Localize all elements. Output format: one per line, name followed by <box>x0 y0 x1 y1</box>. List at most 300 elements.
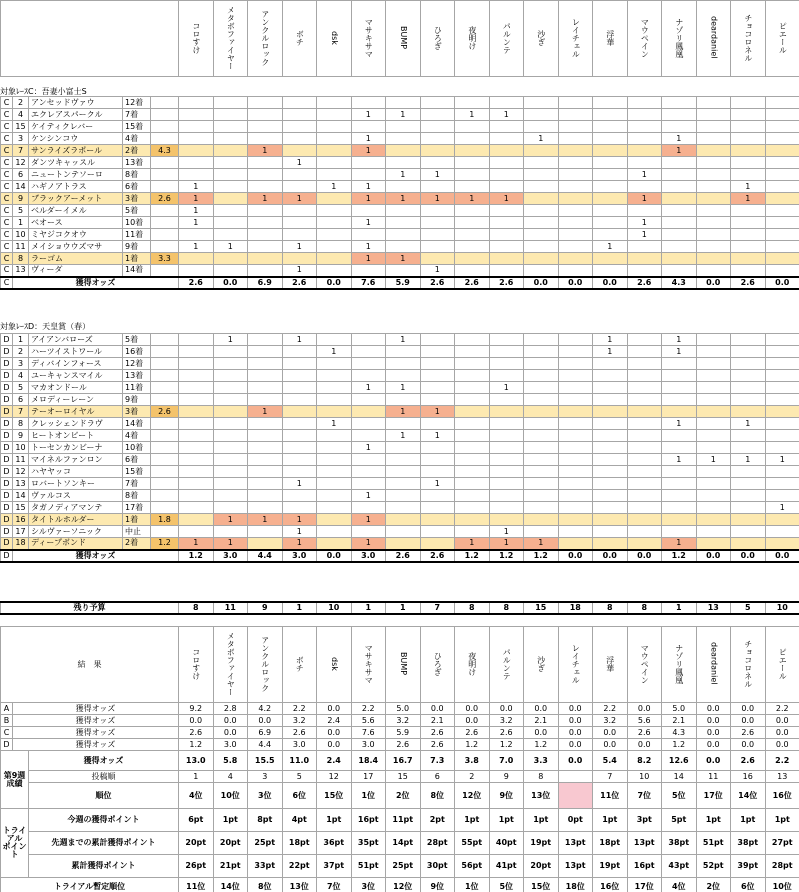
race-group: D <box>1 514 13 526</box>
cum-points-value: 56pt <box>455 855 490 878</box>
pick-cell <box>386 514 421 526</box>
win-odds <box>151 241 179 253</box>
pick-cell <box>489 466 524 478</box>
pick-cell: 1 <box>662 334 697 346</box>
pick-cell <box>696 478 731 490</box>
pick-cell: 1 <box>731 193 766 205</box>
race-group: D <box>1 430 13 442</box>
pick-cell <box>662 193 697 205</box>
finish-result: 13着 <box>123 157 151 169</box>
pick-cell <box>662 466 697 478</box>
pick-cell <box>593 370 628 382</box>
pick-cell <box>179 145 214 157</box>
finish-result: 中止 <box>123 526 151 538</box>
player-header <box>179 1 214 77</box>
pick-cell <box>524 430 559 442</box>
trial-rank-value: 17位 <box>627 878 662 892</box>
player-header <box>593 1 628 77</box>
race-c-table <box>0 96 799 290</box>
player-header <box>386 1 421 77</box>
pick-cell: 1 <box>455 538 490 550</box>
pick-cell <box>420 514 455 526</box>
week-points-value: 6pt <box>179 809 214 832</box>
race-odds-value: 3.2 <box>489 715 524 727</box>
pick-cell <box>696 418 731 430</box>
results-header-label: 結 果 <box>1 627 179 703</box>
rank-value: 2位 <box>386 783 421 809</box>
pick-cell <box>696 181 731 193</box>
week-points-value: 2pt <box>420 809 455 832</box>
pick-cell <box>213 382 248 394</box>
pick-cell <box>386 478 421 490</box>
player-name: 沙ぎ <box>536 655 546 672</box>
pick-cell <box>593 466 628 478</box>
week-points-value: 1pt <box>731 809 766 832</box>
pick-cell <box>489 394 524 406</box>
pick-cell: 1 <box>351 253 386 265</box>
pick-cell <box>696 133 731 145</box>
rank-value: 6位 <box>282 783 317 809</box>
finish-result: 15着 <box>123 121 151 133</box>
horse-name: タイトルホルダー <box>29 514 123 526</box>
pick-cell <box>213 370 248 382</box>
pick-cell <box>317 241 352 253</box>
pick-cell <box>662 370 697 382</box>
player-name: ナゾリ鳳凰 <box>674 643 684 684</box>
pick-cell <box>351 454 386 466</box>
cum-points-value: 25pt <box>386 855 421 878</box>
horse-row <box>1 478 799 490</box>
pick-cell: 1 <box>662 538 697 550</box>
pick-cell <box>696 490 731 502</box>
pick-cell <box>593 229 628 241</box>
horse-row <box>1 514 799 526</box>
pick-cell <box>765 334 799 346</box>
pick-cell <box>662 229 697 241</box>
pick-cell <box>455 241 490 253</box>
remaining-budget-value: 15 <box>524 602 559 614</box>
player-header <box>248 1 283 77</box>
horse-number: 11 <box>13 454 29 466</box>
pick-cell <box>765 382 799 394</box>
race-odds-value: 5.9 <box>386 727 421 739</box>
pick-cell <box>662 514 697 526</box>
horse-row <box>1 145 799 157</box>
horse-name: メロディーレーン <box>29 394 123 406</box>
pick-cell <box>248 241 283 253</box>
win-odds: 1.8 <box>151 514 179 526</box>
pick-cell <box>179 358 214 370</box>
player-name: 浮華 <box>605 655 615 672</box>
pick-cell <box>765 253 799 265</box>
pick-cell <box>282 442 317 454</box>
race-c-title: 対象ﾚｰｽC：吾妻小富士S <box>0 87 87 96</box>
pick-cell <box>524 157 559 169</box>
pick-cell <box>386 133 421 145</box>
trial-rank-value: 2位 <box>696 878 731 892</box>
pick-cell <box>282 217 317 229</box>
win-odds <box>151 109 179 121</box>
pick-cell <box>455 334 490 346</box>
pick-cell <box>696 358 731 370</box>
race-odds-value: 5.6 <box>351 715 386 727</box>
pick-cell <box>731 205 766 217</box>
race-group: D <box>1 454 13 466</box>
cum-points-row <box>1 855 799 878</box>
horse-number: 3 <box>13 133 29 145</box>
pick-cell: 1 <box>696 454 731 466</box>
race-group: D <box>1 502 13 514</box>
player-header <box>351 627 386 703</box>
pick-cell <box>248 370 283 382</box>
race-odds-value: 1.2 <box>524 739 559 751</box>
week-points-label: 今週の獲得ポイント <box>29 809 179 832</box>
pick-cell <box>593 514 628 526</box>
race-odds-value: 7.6 <box>351 727 386 739</box>
rank-value: 16位 <box>765 783 799 809</box>
pick-cell <box>489 133 524 145</box>
pick-cell <box>627 490 662 502</box>
pick-cell <box>386 241 421 253</box>
pick-cell <box>179 382 214 394</box>
horse-name: メイショウウズマサ <box>29 241 123 253</box>
pick-cell: 1 <box>351 241 386 253</box>
race-odds-value: 2.1 <box>662 715 697 727</box>
pick-cell <box>593 406 628 418</box>
odds-total-value: 0.0 <box>558 550 593 562</box>
race-odds-value: 0.0 <box>317 703 352 715</box>
player-header <box>696 627 731 703</box>
pick-cell: 1 <box>317 181 352 193</box>
pick-cell <box>593 253 628 265</box>
pick-cell <box>593 169 628 181</box>
race-odds-value: 2.2 <box>351 703 386 715</box>
pick-cell <box>558 406 593 418</box>
pick-cell <box>696 382 731 394</box>
pick-cell <box>179 418 214 430</box>
pick-cell <box>731 370 766 382</box>
pick-cell <box>386 97 421 109</box>
odds-total-value: 2.6 <box>420 277 455 289</box>
pick-cell <box>696 265 731 277</box>
remaining-budget-value: 8 <box>627 602 662 614</box>
pick-cell: 1 <box>179 205 214 217</box>
player-name: dsk <box>329 30 339 45</box>
race-odds-value: 2.1 <box>420 715 455 727</box>
player-name: コロすけ <box>191 647 201 680</box>
player-name: パルンテ <box>502 647 512 680</box>
horse-row <box>1 97 799 109</box>
pick-cell <box>765 430 799 442</box>
finish-result: 12着 <box>123 358 151 370</box>
player-name: レイチェル <box>571 643 581 684</box>
player-name: BUMP <box>398 651 408 676</box>
pick-cell <box>524 205 559 217</box>
horse-number: 1 <box>13 334 29 346</box>
win-odds <box>151 97 179 109</box>
horse-name: トーセンカンビーナ <box>29 442 123 454</box>
pick-cell <box>386 526 421 538</box>
player-header <box>282 627 317 703</box>
pick-cell <box>524 358 559 370</box>
pick-cell <box>489 181 524 193</box>
pick-cell <box>386 538 421 550</box>
horse-row <box>1 382 799 394</box>
pick-cell <box>420 145 455 157</box>
pick-cell <box>558 370 593 382</box>
race-group: C <box>1 133 13 145</box>
pick-cell <box>386 265 421 277</box>
pick-cell <box>455 253 490 265</box>
pick-cell <box>213 145 248 157</box>
pick-cell <box>524 193 559 205</box>
race-group: D <box>1 442 13 454</box>
pick-cell: 1 <box>282 241 317 253</box>
player-name: ピエール <box>778 21 788 54</box>
pick-cell <box>420 466 455 478</box>
pick-cell: 1 <box>524 133 559 145</box>
pick-cell <box>351 346 386 358</box>
horse-row <box>1 442 799 454</box>
pick-cell <box>765 526 799 538</box>
odds-total-value: 7.6 <box>351 277 386 289</box>
pick-cell <box>317 229 352 241</box>
player-header <box>627 1 662 77</box>
remaining-budget-value: 10 <box>317 602 352 614</box>
pick-cell: 1 <box>627 217 662 229</box>
pick-cell <box>179 157 214 169</box>
header-blank <box>1 1 179 77</box>
pick-cell: 1 <box>351 145 386 157</box>
pick-cell: 1 <box>627 169 662 181</box>
race-odds-value: 2.2 <box>282 703 317 715</box>
pick-cell <box>179 406 214 418</box>
odds-total-value: 2.6 <box>731 277 766 289</box>
pick-cell <box>386 454 421 466</box>
pick-cell <box>696 97 731 109</box>
week-points-value: 1pt <box>765 809 799 832</box>
pick-cell: 1 <box>765 502 799 514</box>
pick-cell <box>420 394 455 406</box>
pick-cell <box>627 109 662 121</box>
rank-value: 14位 <box>731 783 766 809</box>
pick-cell <box>386 205 421 217</box>
pick-cell: 1 <box>627 229 662 241</box>
remaining-budget-value: 10 <box>765 602 799 614</box>
week-total-value: 0.0 <box>558 751 593 771</box>
rank-value: 11位 <box>593 783 628 809</box>
pick-cell <box>420 382 455 394</box>
win-odds <box>151 358 179 370</box>
finish-result: 14着 <box>123 265 151 277</box>
finish-result: 12着 <box>123 97 151 109</box>
pick-cell <box>420 370 455 382</box>
pick-cell <box>213 526 248 538</box>
pick-cell <box>662 205 697 217</box>
player-name: deardaniel <box>709 642 719 685</box>
pick-cell <box>282 205 317 217</box>
pick-cell <box>179 370 214 382</box>
pick-cell <box>593 478 628 490</box>
horse-row <box>1 121 799 133</box>
pick-cell <box>317 526 352 538</box>
race-odds-value: 4.4 <box>248 739 283 751</box>
player-header <box>489 1 524 77</box>
week-total-value: 8.2 <box>627 751 662 771</box>
pick-cell <box>248 490 283 502</box>
pick-cell <box>420 157 455 169</box>
pick-cell <box>765 406 799 418</box>
horse-number: 3 <box>13 358 29 370</box>
pick-cell <box>213 478 248 490</box>
pick-cell <box>386 394 421 406</box>
pick-cell: 1 <box>351 133 386 145</box>
pick-cell: 1 <box>213 514 248 526</box>
pick-cell <box>558 193 593 205</box>
pick-cell <box>213 109 248 121</box>
odds-total-value: 0.0 <box>765 550 799 562</box>
player-name: dsk <box>329 656 339 671</box>
race-odds-value: 2.6 <box>627 727 662 739</box>
pick-cell: 1 <box>317 346 352 358</box>
pick-cell <box>524 526 559 538</box>
pick-cell: 1 <box>662 418 697 430</box>
pick-cell <box>317 121 352 133</box>
horse-name: ダンツキャッスル <box>29 157 123 169</box>
finish-result: 4着 <box>123 430 151 442</box>
pick-cell <box>420 490 455 502</box>
pick-cell <box>593 157 628 169</box>
win-odds: 2.6 <box>151 193 179 205</box>
pick-cell <box>731 382 766 394</box>
race-odds-label: 獲得オッズ <box>13 715 179 727</box>
horse-number: 9 <box>13 430 29 442</box>
race-odds-value: 2.1 <box>524 715 559 727</box>
player-header <box>662 1 697 77</box>
pick-cell <box>317 157 352 169</box>
pick-cell: 1 <box>420 193 455 205</box>
pick-cell <box>420 133 455 145</box>
pick-cell <box>420 346 455 358</box>
horse-number: 8 <box>13 418 29 430</box>
pick-cell <box>386 358 421 370</box>
pick-cell <box>179 229 214 241</box>
pick-cell <box>558 121 593 133</box>
rank-value: 7位 <box>627 783 662 809</box>
pick-cell <box>213 133 248 145</box>
pick-cell <box>662 382 697 394</box>
horse-name: マカオンドール <box>29 382 123 394</box>
player-header <box>662 627 697 703</box>
pick-cell <box>558 442 593 454</box>
rank-value: 17位 <box>696 783 731 809</box>
order-value: 8 <box>524 771 559 783</box>
prev-points-value: 40pt <box>489 832 524 855</box>
pick-cell <box>731 502 766 514</box>
pick-cell <box>213 454 248 466</box>
horse-row <box>1 490 799 502</box>
odds-total-value: 2.6 <box>386 550 421 562</box>
pick-cell <box>351 169 386 181</box>
pick-cell <box>765 490 799 502</box>
pick-cell <box>420 334 455 346</box>
week-total-value: 2.2 <box>765 751 799 771</box>
pick-cell: 1 <box>420 265 455 277</box>
horse-number: 6 <box>13 394 29 406</box>
pick-cell <box>593 217 628 229</box>
prev-points-value: 13pt <box>627 832 662 855</box>
rank-value: 9位 <box>489 783 524 809</box>
pick-cell <box>593 502 628 514</box>
pick-cell <box>765 121 799 133</box>
pick-cell <box>627 394 662 406</box>
player-header <box>627 627 662 703</box>
race-group: C <box>1 253 13 265</box>
pick-cell <box>213 253 248 265</box>
pick-cell: 1 <box>248 193 283 205</box>
pick-cell <box>489 370 524 382</box>
win-odds <box>151 418 179 430</box>
race-odds-value: 0.0 <box>593 727 628 739</box>
race-group: C <box>1 265 13 277</box>
week-total-row <box>1 751 799 771</box>
remaining-budget-value: 9 <box>248 602 283 614</box>
results-header-row <box>1 627 799 703</box>
pick-cell <box>627 466 662 478</box>
pick-cell <box>213 217 248 229</box>
horse-row <box>1 181 799 193</box>
week-points-value: 1pt <box>213 809 248 832</box>
win-odds <box>151 169 179 181</box>
pick-cell <box>524 346 559 358</box>
pick-cell <box>558 157 593 169</box>
pick-cell <box>317 145 352 157</box>
pick-cell <box>524 265 559 277</box>
pick-cell <box>455 442 490 454</box>
trial-rank-value: 1位 <box>455 878 490 892</box>
finish-result: 4着 <box>123 133 151 145</box>
pick-cell <box>455 181 490 193</box>
player-header <box>351 1 386 77</box>
race-group: D <box>1 370 13 382</box>
week-points-value: 4pt <box>282 809 317 832</box>
pick-cell: 1 <box>351 109 386 121</box>
remaining-budget-row <box>1 602 799 614</box>
race-group: D <box>1 394 13 406</box>
pick-cell <box>248 217 283 229</box>
pick-cell <box>558 382 593 394</box>
week-total-value: 11.0 <box>282 751 317 771</box>
pick-cell <box>455 430 490 442</box>
pick-cell <box>317 253 352 265</box>
finish-result: 2着 <box>123 145 151 157</box>
week-points-value: 5pt <box>662 809 697 832</box>
odds-total-value: 2.6 <box>455 277 490 289</box>
pick-cell <box>282 418 317 430</box>
pick-cell <box>213 502 248 514</box>
race-odds-value: 6.9 <box>248 727 283 739</box>
pick-cell <box>420 358 455 370</box>
pick-cell: 1 <box>420 169 455 181</box>
horse-name: ケンシンコウ <box>29 133 123 145</box>
race-odds-value: 0.0 <box>731 739 766 751</box>
pick-cell: 1 <box>593 346 628 358</box>
pick-cell <box>213 406 248 418</box>
pick-cell <box>420 97 455 109</box>
trial-rank-value: 18位 <box>558 878 593 892</box>
pick-cell: 1 <box>386 382 421 394</box>
week-points-value: 11pt <box>386 809 421 832</box>
